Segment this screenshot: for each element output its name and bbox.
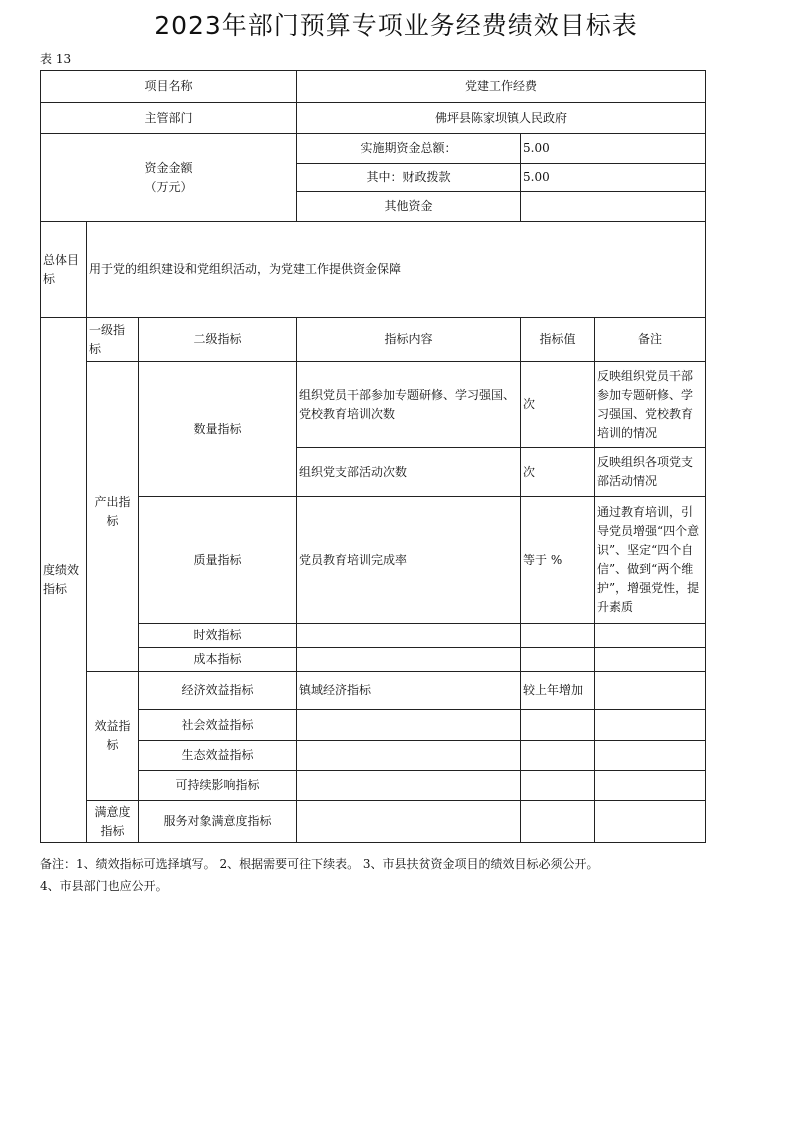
quality-remark: 通过教育培训，引导党员增强“四个意识”、坚定“四个自信”、做到“两个维护”，增强党性，提升素质 [595,497,706,624]
project-name-value: 党建工作经费 [297,71,706,103]
header-content: 指标内容 [297,318,521,362]
quantity-content-1: 组织党员干部参加专题研修、学习强国、党校教育培训次数 [297,362,521,448]
economic-remark [595,672,706,710]
project-name-row [41,71,706,103]
benefit-indicator-label: 效益指标 [87,672,139,801]
ecological-row [41,741,706,771]
total-funds-label: 实施期资金总额： [297,134,521,164]
funds-label-line2: （万元） [144,179,193,194]
department-label: 主管部门 [41,103,297,134]
quantity-content-2: 组织党支部活动次数 [297,448,521,497]
other-funds-value [521,192,706,222]
overall-goal-label: 总体目标 [41,222,87,318]
overall-goal-text: 用于党的组织建设和党组织活动，为党建工作提供资金保障 [87,222,706,318]
department-row [41,103,706,134]
header-remark: 备注 [595,318,706,362]
other-funds-label: 其他资金 [297,192,521,222]
quality-row [41,497,706,624]
table-number: 表 13 [40,52,72,66]
quantity-value-2: 次 [521,448,595,497]
quality-value: 等于 % [521,497,595,624]
output-indicator-label: 产出指标 [87,362,139,672]
sustainable-row [41,771,706,801]
quantity-row-1 [41,362,706,448]
service-satisfaction-content [297,801,521,843]
timeliness-row [41,624,706,648]
cost-indicator-label: 成本指标 [139,648,297,672]
header-value: 指标值 [521,318,595,362]
timeliness-indicator-label: 时效指标 [139,624,297,648]
cost-content [297,648,521,672]
performance-table [40,70,706,843]
indicator-header-row [41,318,706,362]
project-name-label: 项目名称 [41,71,297,103]
economic-content: 镇域经济指标 [297,672,521,710]
social-remark [595,710,706,741]
economic-row [41,672,706,710]
cost-remark [595,648,706,672]
page-title: 2023年部门预算专项业务经费绩效目标表 [154,11,638,40]
sustainable-indicator-label: 可持续影响指标 [139,771,297,801]
header-level2: 二级指标 [139,318,297,362]
funds-total-row [41,134,706,164]
quality-content: 党员教育培训完成率 [297,497,521,624]
service-satisfaction-value [521,801,595,843]
header-level1: 一级指标 [87,318,139,362]
economic-indicator-label: 经济效益指标 [139,672,297,710]
timeliness-value [521,624,595,648]
ecological-value [521,741,595,771]
footnote [40,853,740,897]
ecological-indicator-label: 生态效益指标 [139,741,297,771]
quantity-remark-2: 反映组织各项党支部活动情况 [595,448,706,497]
quantity-indicator-label: 数量指标 [139,362,297,497]
quality-indicator-label: 质量指标 [139,497,297,624]
sustainable-remark [595,771,706,801]
service-satisfaction-remark [595,801,706,843]
total-funds-value: 5.00 [521,134,706,164]
economic-value: 较上年增加 [521,672,595,710]
sustainable-value [521,771,595,801]
social-row [41,710,706,741]
department-value: 佛坪县陈家坝镇人民政府 [297,103,706,134]
footnote-line2: 4、市县部门也应公开。 [40,879,168,893]
fiscal-funds-value: 5.00 [521,164,706,192]
overall-goal-row [41,222,706,318]
satisfaction-row [41,801,706,843]
social-value [521,710,595,741]
ecological-remark [595,741,706,771]
cost-value [521,648,595,672]
indicator-section-label: 度绩效指标 [41,318,87,843]
footnote-line1: 备注：1、绩效指标可选择填写。 2、根据需要可往下续表。 3、市县扶贫资金项目的绩效目标必须公开。 [40,857,599,871]
satisfaction-indicator-label: 满意度指标 [87,801,139,843]
sustainable-content [297,771,521,801]
social-indicator-label: 社会效益指标 [139,710,297,741]
timeliness-remark [595,624,706,648]
ecological-content [297,741,521,771]
funds-label-line1: 资金金额 [144,160,193,175]
fiscal-funds-label: 其中：财政拨款 [297,164,521,192]
timeliness-content [297,624,521,648]
social-content [297,710,521,741]
quantity-remark-1: 反映组织党员干部参加专题研修、学习强国、党校教育培训的情况 [595,362,706,448]
quantity-value-1: 次 [521,362,595,448]
funds-label [41,134,297,222]
cost-row [41,648,706,672]
service-satisfaction-label: 服务对象满意度指标 [139,801,297,843]
